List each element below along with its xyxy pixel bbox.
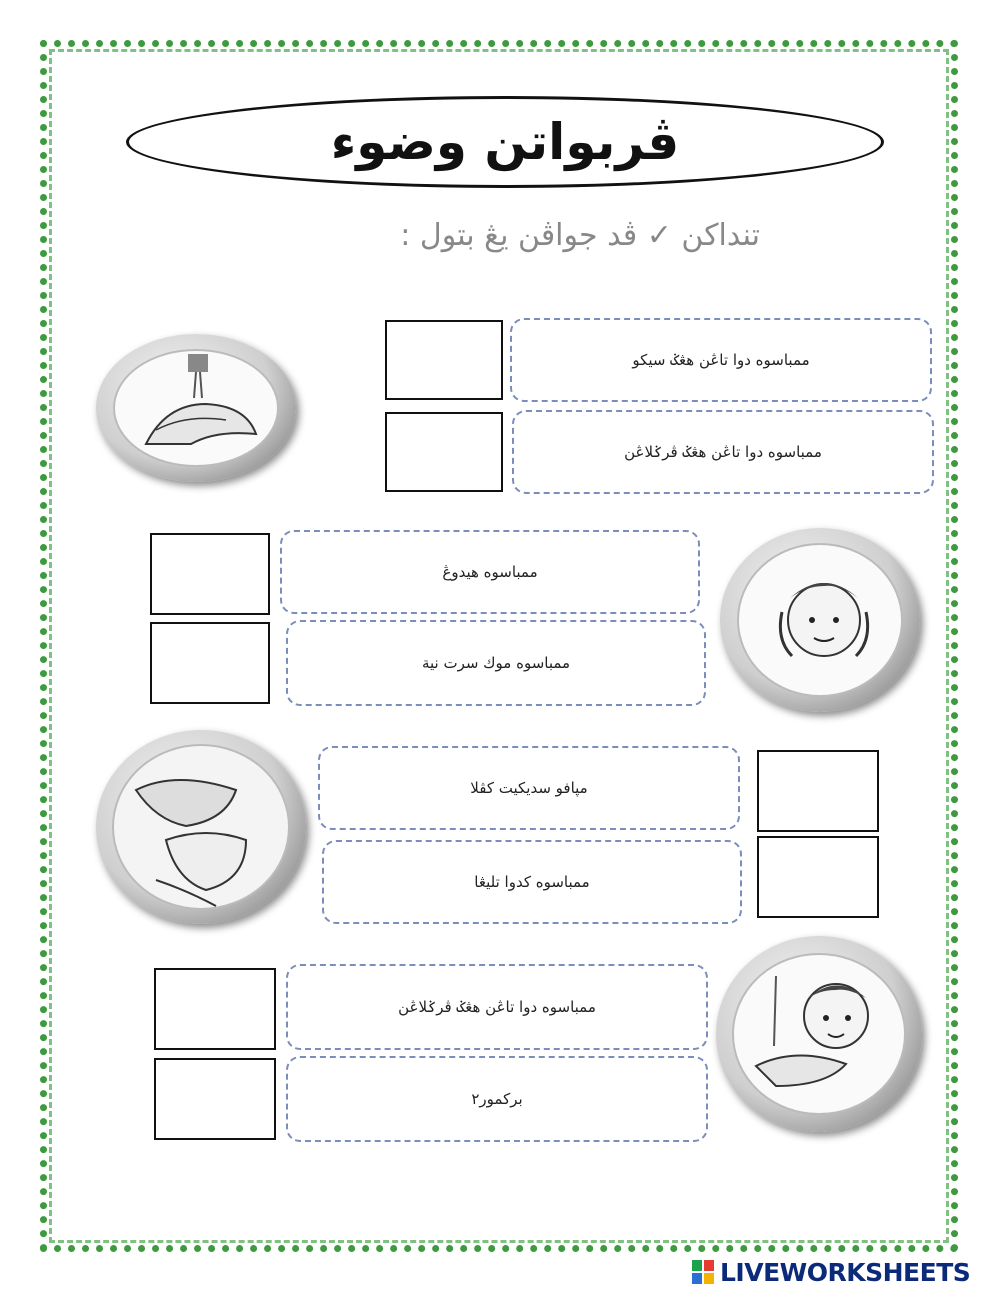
answer-checkbox[interactable] bbox=[150, 533, 270, 615]
answer-checkbox[interactable] bbox=[385, 412, 503, 492]
answer-option: ممباسوه دوا تاڠن هڠݢ سيكو bbox=[510, 318, 932, 402]
liveworksheets-brand bbox=[692, 1256, 992, 1288]
answer-checkbox[interactable] bbox=[385, 320, 503, 400]
answer-option: ممباسوه دوا تاڠن هڠݢ ڤرݢلاڠن bbox=[286, 964, 708, 1050]
answer-checkbox[interactable] bbox=[154, 1058, 276, 1140]
answer-checkbox[interactable] bbox=[757, 750, 879, 832]
answer-option: بركمور٢ bbox=[286, 1056, 708, 1142]
washing-face-icon bbox=[720, 528, 920, 712]
answer-option: ممباسوه كدوا تليڠا bbox=[322, 840, 742, 924]
answer-option: مڽافو سديكيت كڤلا bbox=[318, 746, 740, 830]
answer-checkbox[interactable] bbox=[757, 836, 879, 918]
answer-option: ممباسوه هيدوڠ bbox=[280, 530, 700, 614]
page-title: ڤربواتن وضوء bbox=[126, 96, 884, 188]
washing-arms-icon bbox=[716, 936, 922, 1132]
wiping-head-icon bbox=[96, 730, 306, 924]
answer-checkbox[interactable] bbox=[150, 622, 270, 704]
instruction-text: تنداكن ✓ ڤد جواڤن يڠ بتول : bbox=[400, 218, 760, 253]
brand-name: LIVEWORKSHEETS bbox=[720, 1257, 971, 1287]
answer-option: ممباسوه موك سرت نية bbox=[286, 620, 706, 706]
answer-checkbox[interactable] bbox=[154, 968, 276, 1050]
hand-washing-icon bbox=[96, 334, 296, 482]
answer-option: ممباسوه دوا تاڠن هڠݢ ڤرݢلاڠن bbox=[512, 410, 934, 494]
liveworksheets-logo-icon bbox=[692, 1260, 714, 1284]
